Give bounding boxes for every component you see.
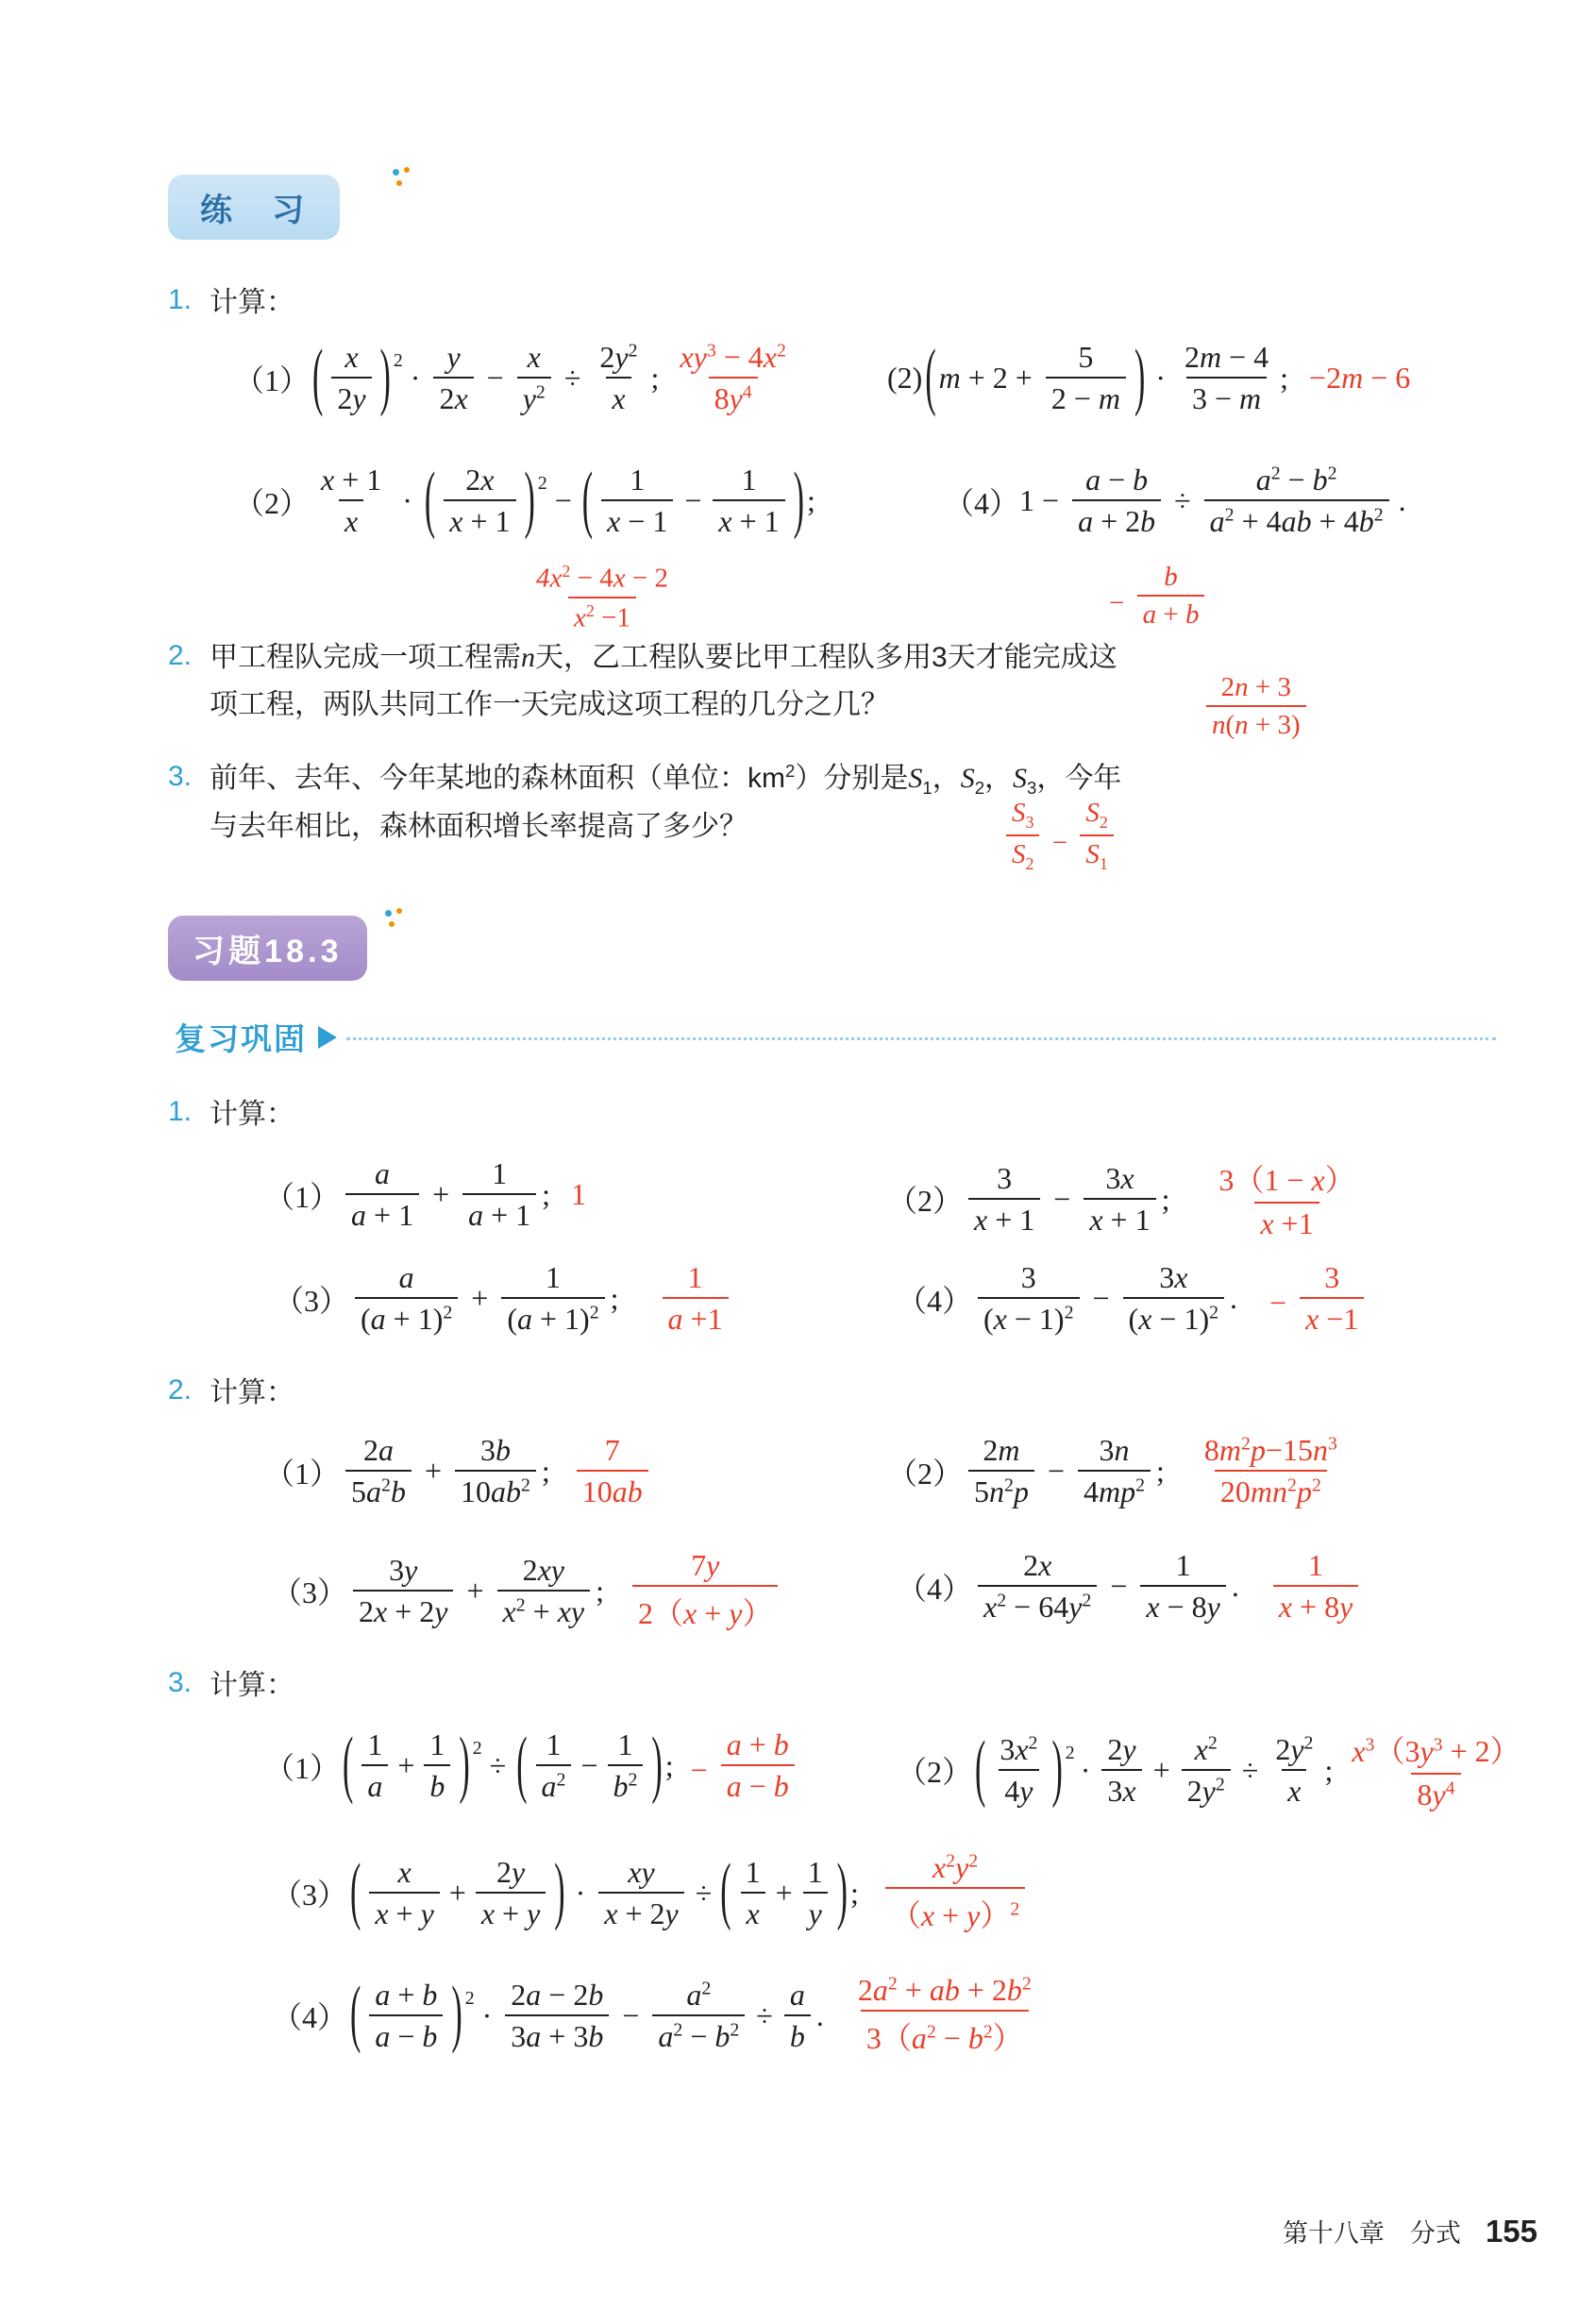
exercise-item-2-stem: 计算： [210,1377,294,1408]
exercise-item-2 [168,1369,294,1410]
practice-item-3-number: 3. [168,761,193,792]
practice-item-1-stem: 计算： [210,287,294,318]
exercise-item-3-stem: 计算： [210,1670,294,1701]
label-1-3: （2） [234,485,311,520]
practice-item-3 [168,755,1508,850]
sparkle-icon-2 [383,908,408,933]
practice-1-sub-2: (2) ( m + 2 + $\frac{5}{2 - m}$ ) · $\frac{2m - 4}{3 - m}$ ; −2m − 6 [887,335,1411,418]
exercise-3-sub-1: （1） ( $\frac{1}{a}$ + $\frac{1}{b}$ ) $^2$ ÷ ( $\frac{1}{a^2}$ − $\frac{1}{b^2}$ ) ; − $\frac{a + b}{a - b}$ [264,1727,800,1804]
exercise-2-sub-4: （4） $\frac{2x}{x^2 - 64y^2}$ − $\frac{1}{x - 8y}$ . $\frac{1}{x + 8y}$ [897,1548,1364,1625]
triangle-icon [318,1026,337,1049]
practice-1-sub-3-answer: $\frac{4x^2 - 4x - 2}{x^2 -1}$ [536,562,668,633]
practice-1-sub-3: （2） $\frac{x + 1}{x}$ · ( $\frac{2x}{x + 1}$ ) $^2$ − ( $\frac{1}{x - 1}$ − $\frac{1}{x + 1}$ ) ; [234,458,815,541]
practice-item-3-line1: 前年、去年、今年某地的森林面积（单位：$km^2$）分别是$S_1$，$S_2$，$S_3$，今年 [210,761,1122,798]
exercise-1-sub-1: （1） $\frac{a}{a + 1}$ + $\frac{1}{a + 1}$ ; 1 [264,1156,587,1232]
exercise-item-3-number: 3. [168,1667,193,1698]
practice-item-1-number: 1. [168,284,193,315]
practice-1-sub-4: （4） 1 − $\frac{a - b}{a + 2b}$ ÷ $\frac{a^2 - b^2}{a^2 + 4ab + 4b^2}$ . [944,463,1406,538]
page-footer [1283,2213,1537,2249]
dotted-divider [346,1037,1496,1040]
label-1-1: （1） [234,362,311,397]
exercise-2-sub-1: （1） $\frac{2a}{5a^2b}$ + $\frac{3b}{10ab^2}$ ; $\frac{7}{10ab}$ [264,1433,654,1509]
label-1-2: (2) [887,361,923,395]
practice-heading: 练 习 [168,175,340,240]
practice-1-sub-1: （1） ( $\frac{x}{2y}$ ) $^2$ · $\frac{y}{2x}$ − $\frac{x}{y^2}$ ÷ $\frac{2y^2}{x}$ ; $\frac{xy^3 - 4x^2}{8y^4}$ [234,335,786,418]
exercise-item-2-number: 2. [168,1374,193,1406]
exercise-3-sub-3: （3） ( $\frac{x}{x + y}$ + $\frac{2y}{x + y}$ ) · $\frac{xy}{x + 2y}$ ÷ ( $\frac{1}{x}$ + $\frac{1}{y}$ ) ; $\frac{x^2y^2}{(x + y)^2}$ [272,1850,1031,1935]
exercise-heading-wrap [168,916,367,981]
practice-item-2-line2: 项工程，两队共同工作一天完成这项工程的几分之几？ [210,688,889,720]
sparkle-icon [391,167,415,192]
exercise-3-sub-2: （2） ( $\frac{3x^2}{4y}$ ) $^2$ · $\frac{2y}{3x}$ + $\frac{x^2}{2y^2}$ ÷ $\frac{2y^2}{x}$ ; $\frac{x^3(3y^3 + 2)}{8y^4}$ [897,1727,1520,1811]
practice-item-2-number: 2. [168,640,193,671]
exercise-item-1-stem: 计算： [210,1099,294,1130]
practice-item-2-line1: 甲工程队完成一项工程需n天，乙工程队要比甲工程队多用3天才能完成这 [210,642,1117,673]
footer-chapter: 第十八章 分式 [1282,2219,1461,2248]
exercise-2-sub-2: （2） $\frac{2m}{5n^2p}$ − $\frac{3n}{4mp^2}$ ; $\frac{8m^2p-15n^3}{20mn^2p^2}$ [887,1433,1337,1508]
practice-item-1 [168,278,1489,320]
practice-item-3-line2: 与去年相比，森林面积增长率提高了多少？ [210,810,748,842]
practice-item-2-answer: $\frac{2n + 3}{n(n + 3)}$ [1201,672,1312,741]
label-1-4: （4） [944,485,1020,520]
exercise-2-sub-3: （3） $\frac{3y}{2x + 2y}$ + $\frac{2xy}{x^2 + xy}$ ; $\frac{7y}{2(x + y)}$ [272,1548,783,1633]
review-subheading: 复习巩固 [175,1021,307,1056]
practice-heading-wrap [168,175,340,240]
exercise-item-3 [168,1661,294,1703]
exercise-item-1-number: 1. [168,1096,193,1127]
practice-1-sub-4-answer: − $\frac{b}{a + b}$ [1109,562,1210,631]
exercise-3-sub-4: （4） ( $\frac{a + b}{a - b}$ ) $^2$ · $\frac{2a - 2b}{3a + 3b}$ − $\frac{a^2}{a^2 - b^2}$ ÷ $\frac{a}{b}$ . $\frac{2a^2 + ab + 2b^2}{3(a^2 - b^2)}$ [272,1973,1043,2058]
footer-page-number: 155 [1485,2214,1537,2249]
practice-item-3-answer: $\frac{S_3}{S_2}$ − $\frac{S_2}{S_1}$ [1000,798,1119,874]
exercise-1-sub-3: （3） $\frac{a}{(a + 1)^2}$ + $\frac{1}{(a + 1)^2}$ ; $\frac{1}{a +1}$ [274,1260,734,1337]
exercise-item-1 [168,1090,294,1132]
exercise-1-sub-2: （2） $\frac{3}{x + 1}$ − $\frac{3x}{x + 1}$ ; $\frac{3(1 - x)}{x +1}$ [887,1160,1355,1240]
review-subheading-row [175,1015,1496,1059]
exercise-1-sub-4: （4） $\frac{3}{(x - 1)^2}$ − $\frac{3x}{(x - 1)^2}$ . − $\frac{3}{x -1}$ [897,1260,1369,1337]
exercise-heading: 习题18.3 [168,916,367,981]
